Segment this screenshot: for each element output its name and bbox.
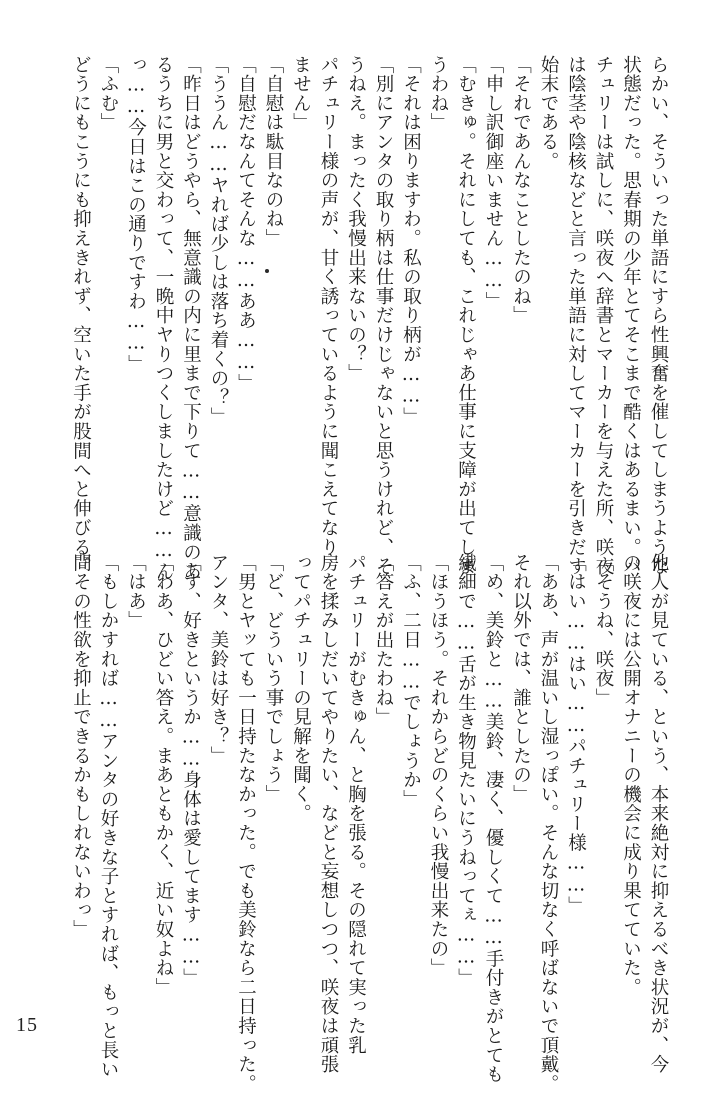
dialogue-line: 「ほうほう。それからどのくらい我慢出来たの」 <box>428 553 449 978</box>
dialogue-line: 「自慰は駄目なのね」 <box>263 55 284 248</box>
stray-dot-mark <box>265 269 269 273</box>
dialogue-line: うわね」 <box>428 55 449 133</box>
dialogue-line: 「それは困りますわ。私の取り柄が……」 <box>400 55 422 427</box>
dialogue-line: 「ふむ」 <box>98 55 119 133</box>
text-line: パチュリーがむきゅん、と胸を張る。その隠れて実った乳 <box>345 553 367 1055</box>
text-line: は陰茎や陰核などと言った単語に対してマーカーを引きだす <box>565 55 587 577</box>
dialogue-line: るうちに男と交わって、一晩中ヤりつくしましたけど……ん <box>153 55 174 582</box>
dialogue-line: 繊細で……舌が生き物見たいにうねってぇ……」 <box>455 553 477 988</box>
dialogue-line: 「別にアンタの取り柄は仕事だけじゃないと思うけれど、そ <box>373 55 394 577</box>
dialogue-line: 「男とヤッても一日持たなかった。でも美鈴なら二日持った。 <box>235 553 257 1093</box>
text-line: らかい、そういった単語にすら性興奮を催してしまうような <box>648 55 669 577</box>
dialogue-line: っ……今日はこの通りですわ……」 <box>125 55 147 374</box>
text-line: ません」 <box>290 55 312 133</box>
dialogue-line: 「わあ、ひどい答え。まあともかく、近い奴よね」 <box>153 553 174 997</box>
text-line: の咲夜には公開オナニーの機会に成り果てていた。 <box>620 553 642 997</box>
text-line: 他人が見ている、という、本来絶対に抑えるべき状況が、今 <box>648 553 669 1075</box>
text-line: 始末である。 <box>538 55 559 171</box>
dialogue-line: 「ど、どういう事でしょう」 <box>263 553 284 804</box>
text-line: チュリーは試しに、咲夜へ辞書とマーカーを与えた所、咲夜 <box>593 55 614 577</box>
dialogue-line: 「はい……はい……パチュリー様……」 <box>565 553 587 916</box>
dialogue-line: 「ふ、二日……でしょうか」 <box>400 553 422 809</box>
dialogue-line: アンタ、美鈴は好き？」 <box>208 553 229 766</box>
dialogue-line: 「す、好きというか……身体は愛してます……」 <box>180 553 202 988</box>
upper-text-block <box>67 55 672 582</box>
dialogue-line: 「はあ」 <box>125 553 147 631</box>
dialogue-line: 「ううん……ヤれば少しは落ち着くの？」 <box>208 55 229 427</box>
dialogue-line: 「むきゅ。それにしても、これじゃあ仕事に支障が出てしま <box>455 55 477 577</box>
dialogue-line: うねえ。まったく我慢出来ないの？」 <box>345 55 367 384</box>
dialogue-line: 「申し訳御座いません……」 <box>483 55 504 311</box>
text-line: 状態だった。思春期の少年とてそこまで酷くはあるまい。パ <box>620 55 642 577</box>
dialogue-line: 間その性欲を抑止できるかもしれないわっ」 <box>70 553 92 939</box>
dialogue-line: 「め、美鈴と……美鈴、凄く、優しくて……手付きがとても <box>483 553 504 1085</box>
text-line: ってパチュリーの見解を聞く。 <box>290 553 312 824</box>
text-line: パチュリー様の声が、甘く誘っているように聞こえてなり <box>318 55 339 557</box>
text-line: 房を揉みしだいてやりたい、などと妄想しつつ、咲夜は頑張 <box>318 553 339 1075</box>
dialogue-line: 「自慰だなんてそんな……ああ……」 <box>235 55 257 394</box>
dialogue-line: 「ああ、声が温いし湿っぽい。そんな切なく呼ばないで頂戴。 <box>538 553 559 1093</box>
dialogue-line: 「もしかすれば……アンタの好きな子とすれば、もっと長い <box>98 553 119 1080</box>
dialogue-line: 「そうね、咲夜」 <box>593 553 614 708</box>
page-number: 15 <box>16 1014 38 1036</box>
dialogue-line: それ以外では、誰としたの」 <box>510 553 532 804</box>
lower-text-block <box>67 553 672 1093</box>
dialogue-line: 「昨日はどうやら、無意識の内に里まで下りて……意識のあ <box>180 55 202 582</box>
text-line: どうにもこうにも抑えきれず、空いた手が股間へと伸びる。 <box>70 55 92 577</box>
dialogue-line: 「それであんなことしたのね」 <box>510 55 532 326</box>
dialogue-line: 「答えが出たわね」 <box>373 553 394 727</box>
